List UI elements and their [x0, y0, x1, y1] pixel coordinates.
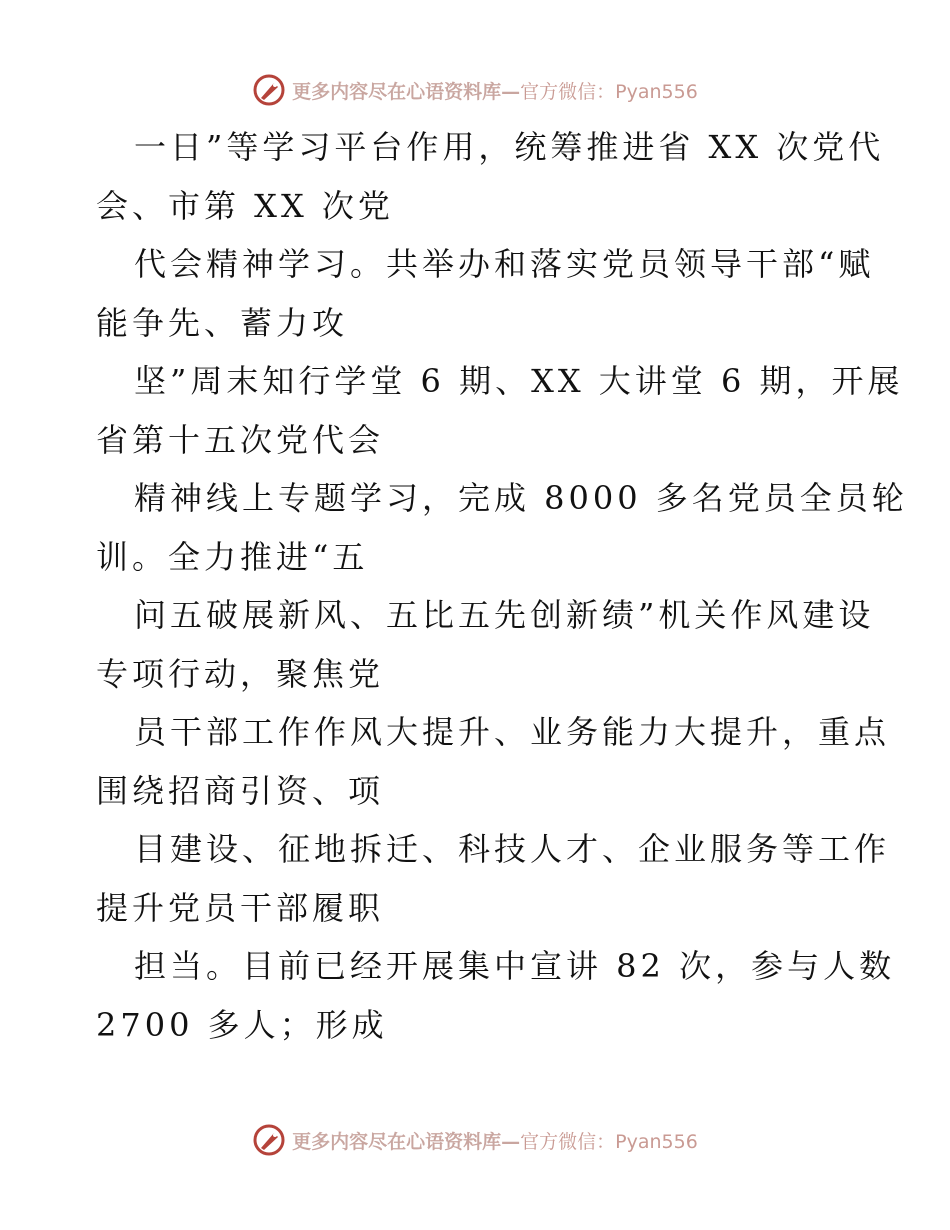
body-line: 代会精神学习。共举办和落实党员领导干部“赋	[134, 245, 875, 283]
body-line: 精神线上专题学习，完成 8000 多名党员全员轮	[134, 479, 908, 517]
body-line: 坚”周末知行学堂 6 期、XX 大讲堂 6 期，开展	[134, 362, 904, 400]
body-line: 能争先、蓄力攻	[96, 303, 349, 342]
body-line: 围绕招商引资、项	[96, 771, 385, 810]
footer-banner-title: 更多内容尽在心语资料库	[292, 1130, 502, 1153]
header-banner-text	[292, 77, 698, 104]
header-banner-dash: —	[501, 80, 521, 103]
body-line: 专项行动，聚焦党	[96, 654, 385, 693]
header-banner	[0, 72, 950, 108]
document-body	[96, 118, 908, 1054]
body-line: 担当。目前已经开展集中宣讲 82 次，参与人数	[134, 947, 896, 985]
footer-banner-text	[292, 1127, 698, 1154]
footer-banner-wechat: 官方微信：Pyan556	[520, 1130, 698, 1153]
body-line: 2700 多人；形成	[96, 1005, 388, 1044]
body-line: 会、市第 XX 次党	[96, 186, 394, 225]
header-banner-wechat: 官方微信：Pyan556	[520, 80, 698, 103]
footer-banner-dash: —	[501, 1130, 521, 1153]
pen-nib-logo-icon	[252, 73, 286, 107]
footer-banner	[0, 1122, 950, 1158]
body-line: 一日”等学习平台作用，统筹推进省 XX 次党代	[134, 128, 885, 166]
body-line: 问五破展新风、五比五先创新绩”机关作风建设	[134, 596, 875, 634]
body-line: 省第十五次党代会	[96, 420, 385, 459]
body-line: 目建设、征地拆迁、科技人才、企业服务等工作	[134, 830, 891, 868]
pen-nib-logo-icon	[252, 1123, 286, 1157]
body-line: 员干部工作作风大提升、业务能力大提升，重点	[134, 713, 891, 751]
body-line: 提升党员干部履职	[96, 888, 385, 927]
body-line: 训。全力推进“五	[96, 537, 369, 576]
header-banner-title: 更多内容尽在心语资料库	[292, 80, 502, 103]
